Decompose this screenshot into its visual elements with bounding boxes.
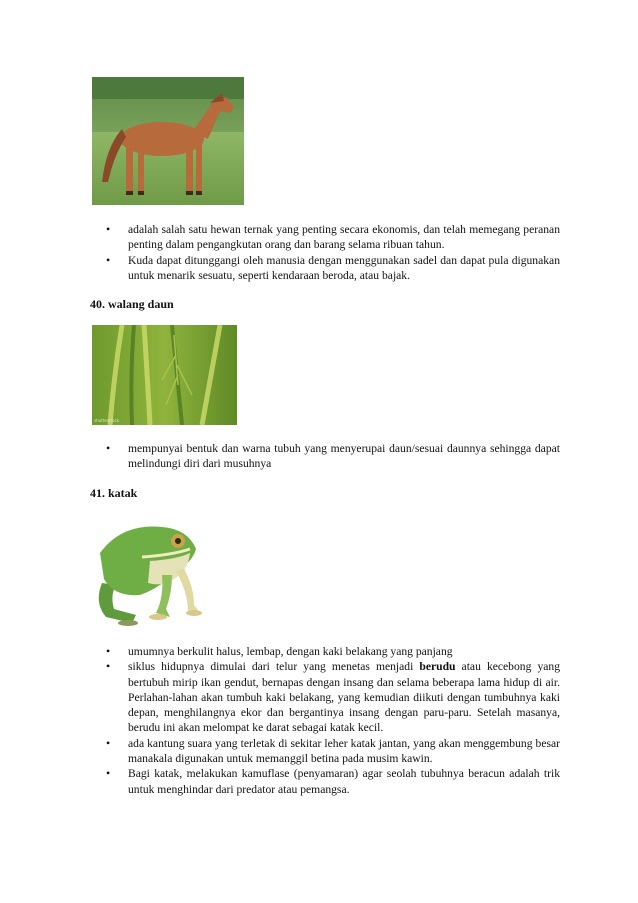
horse-facts-list — [108, 222, 560, 283]
walang-daun-facts-list — [108, 441, 560, 472]
list-item: • Kuda dapat ditunggangi oleh manusia dengan menggunakan sadel dan dapat pula digunakan untuk menarik sesuatu, seperti kendaraan beroda, atau bajak. — [108, 253, 560, 284]
list-item: • Bagi katak, melakukan kamuflase (penyamaran) agar seolah tubuhnya beracun adalah trik untuk menghindar dari predator atau pemangsa. — [108, 766, 560, 797]
list-item: • adalah salah satu hewan ternak yang penting secara ekonomis, dan telah memegang peranan penting dalam pengangkutan orang dan barang selama ribuan tahun. — [108, 222, 560, 253]
section-heading-walang-daun: 40. walang daun — [90, 297, 174, 311]
walang-daun-image — [92, 325, 237, 425]
list-item-text: atau kecebong yang bertubuh mirip ikan gendut, bernapas dengan insang dan selama beberapa lama hidup di air. Perlahan-lahan akan tumbuh kaki belakang, yang kemudian diikuti dengan tumbuhnya kaki depan, menghilangnya ekor dan bergantinya insang dengan paru-paru. Setelah masanya, berudu ini akan melompat ke darat sebagai katak kecil. — [128, 660, 560, 735]
katak-facts-list — [108, 644, 560, 797]
list-item: • mempunyai bentuk dan warna tubuh yang menyerupai daun/sesuai daunnya sehingga dapat melindungi diri dari musuhnya — [108, 441, 560, 472]
bold-term: berudu — [419, 660, 456, 674]
list-item-text: siklus hidupnya dimulai dari telur yang menetas menjadi — [128, 660, 420, 674]
list-item — [108, 659, 560, 735]
horse-image — [92, 77, 244, 205]
svg-text:shutterstock: shutterstock — [94, 418, 120, 423]
list-item: • ada kantung suara yang terletak di sekitar leher katak jantan, yang akan menggembung besar manakala digunakan untuk memanggil betina pada musim kawin. — [108, 736, 560, 767]
frog-image — [92, 513, 212, 631]
section-heading-katak: 41. katak — [90, 486, 138, 500]
list-item: • umumnya berkulit halus, lembap, dengan kaki belakang yang panjang — [108, 644, 560, 659]
